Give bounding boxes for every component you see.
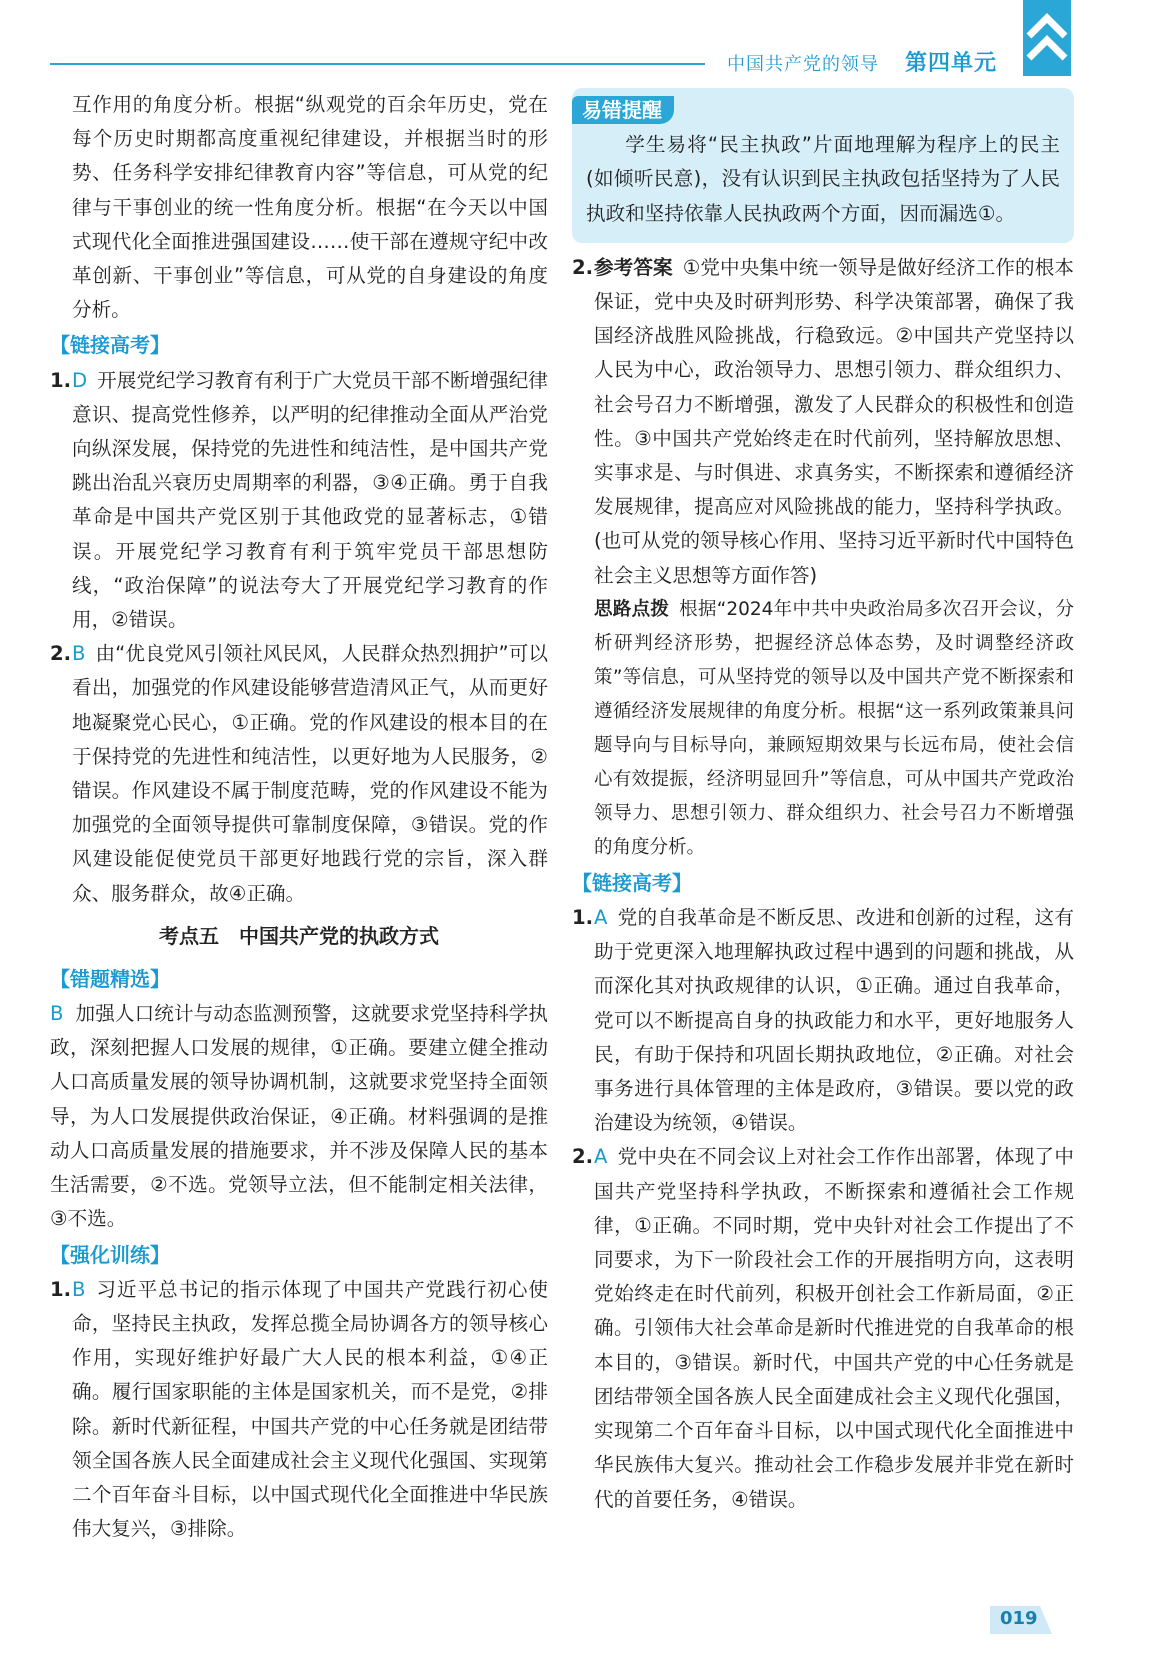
item-text: 习近平总书记的指示体现了中国共产党践行初心使命，坚持民主执政，发挥总揽全局协调各方的领导核心作用，实现好维护好最广大人民的根本利益，①④正确。履行国家职能的主体是国家机关，而不是党，②排除。新时代新征程，中国共产党的中心任务就是团结带领全国各族人民全面建成社会主义现代化强国、实现第二个百年奋斗目标，以中国式现代化全面推进中华民族伟大复兴，③排除。: [72, 1277, 548, 1541]
section-label-qianghua: 【强化训练】: [50, 1242, 170, 1267]
list-item: [572, 1140, 1074, 1516]
section-label-link-gaokao-right: 【链接高考】: [572, 870, 692, 895]
right-column: [572, 88, 1074, 1517]
cuoti-text: 加强人口统计与动态监测预警，这就要求党坚持科学执政，深刻把握人口发展的规律，①正确。要建立健全推动人口高质量发展的领导协调机制，这就要求党坚持全面领导，为人口发展提供政治保证，④正确。材料强调的是推动人口高质量发展的措施要求，并不涉及保障人民的基本生活需要，②不选。党领导立法，但不能制定相关法律，③不选。: [50, 1002, 548, 1231]
item-number: 2.: [572, 1145, 594, 1169]
answer-letter: B: [50, 1002, 64, 1026]
left-column: [50, 88, 548, 1546]
kaodian-heading: [50, 911, 548, 961]
tips-label: 思路点拨: [594, 598, 670, 620]
item-number: 1.: [572, 906, 594, 930]
tips-block: [572, 593, 1074, 865]
cuoti-paragraph: [50, 997, 548, 1236]
item-number: 1.: [50, 368, 72, 392]
item-number: 2.: [50, 642, 72, 666]
header-rule: [50, 63, 705, 65]
warning-title: 易错提醒: [572, 96, 674, 124]
list-item: [572, 901, 1074, 1140]
reference-answer-label: 参考答案: [594, 255, 673, 279]
chevron-up-icon: [1023, 0, 1071, 76]
section-label-cuoti: 【错题精选】: [50, 966, 170, 991]
intro-paragraph: 互作用的角度分析。根据“纵观党的百余年历史，党在每个历史时期都高度重视纪律建设，并根据当时的形势、任务科学安排纪律教育内容”等信息，可从党的纪律与干事创业的统一性角度分析。根据“在今天以中国式现代化全面推进强国建设……使干部在遵规守纪中改革创新、干事创业”等信息，可从党的自身建设的角度分析。: [72, 93, 548, 322]
item-number: 1.: [50, 1277, 72, 1301]
answer-letter: D: [72, 368, 88, 392]
warning-box: [572, 88, 1074, 243]
answer-letter: B: [72, 642, 86, 666]
kaodian-title: 中国共产党的执政方式: [239, 923, 439, 948]
page-number: 019: [1000, 1608, 1038, 1629]
item-text: 党的自我革命是不断反思、改进和创新的过程，这有助于党更深入地理解执政过程中遇到的问题和挑战，从而深化其对执政规律的认识，①正确。通过自我革命，党可以不断提高自身的执政能力和水平，更好地服务人民，有助于保持和巩固长期执政地位，②正确。对社会事务进行具体管理的主体是政府，③错误。要以党的政治建设为统领，④错误。: [594, 906, 1074, 1135]
list-item: [50, 364, 548, 638]
item-text: 开展党纪学习教育有利于广大党员干部不断增强纪律意识、提高党性修养，以严明的纪律推动全面从严治党向纵深发展，保持党的先进性和纯洁性，是中国共产党跳出治乱兴衰历史周期率的利器，③④正确。勇于自我革命是中国共产党区别于其他政党的显著标志，①错误。开展党纪学习教育有利于筑牢党员干部思想防线，“政治保障”的说法夸大了开展党纪学习教育的作用，②错误。: [72, 368, 548, 632]
kaodian-label: 考点五: [159, 923, 219, 948]
item-text: 党中央在不同会议上对社会工作作出部署，体现了中国共产党坚持科学执政，不断探索和遵循社会工作规律，①正确。不同时期，党中央针对社会工作提出了不同要求，为下一阶段社会工作的开展指明方向，这表明党始终走在时代前列，积极开创社会工作新局面，②正确。引领伟大社会革命是新时代推进党的自我革命的根本目的，③错误。新时代，中国共产党的中心任务就是团结带领全国各族人民全面建成社会主义现代化强国，实现第二个百年奋斗目标，以中国式现代化全面推进中华民族伟大复兴。推动社会工作稳步发展并非党在新时代的首要任务，④错误。: [594, 1145, 1074, 1511]
item-number: 2.: [572, 255, 594, 279]
tips-text: 根据“2024年中共中央政治局多次召开会议，分析研判经济形势，把握经济总体态势，及时调整经济政策”等信息，可从坚持党的领导以及中国共产党不断探索和遵循经济发展规律的角度分析。根据“这一系列政策兼具问题导向与目标导向，兼顾短期效果与长远布局，使社会信心有效提振，经济明显回升”等信息，可从中国共产党政治领导力、思想引领力、群众组织力、社会号召力不断增强的角度分析。: [594, 598, 1074, 858]
answer-item: [572, 251, 1074, 593]
header-unit-title: 第四单元: [905, 51, 998, 76]
list-item: [50, 1273, 548, 1547]
item-text: 由“优良党风引领社风民风，人民群众热烈拥护”可以看出，加强党的作风建设能够营造清风正气，从而更好地凝聚党心民心，①正确。党的作风建设的根本目的在于保持党的先进性和纯洁性，以更好地为人民服务，②错误。作风建设不属于制度范畴，党的作风建设不能为加强党的全面领导提供可靠制度保障，③错误。党的作风建设能促使党员干部更好地践行党的宗旨，深入群众、服务群众，故④正确。: [72, 642, 548, 905]
section-label-link-gaokao: 【链接高考】: [50, 333, 170, 358]
answer-letter: A: [594, 1145, 608, 1169]
warning-text: 学生易将“民主执政”片面地理解为程序上的民主(如倾听民意)，没有认识到民主执政包括坚持为了人民执政和坚持依靠人民执政两个方面，因而漏选①。: [586, 133, 1060, 225]
list-item: [50, 637, 548, 911]
header-subtitle: 中国共产党的领导: [727, 54, 879, 75]
answer-letter: A: [594, 906, 608, 930]
page-number-badge: [990, 1606, 1052, 1634]
answer-letter: B: [72, 1277, 86, 1301]
reference-answer-text: ①党中央集中统一领导是做好经济工作的根本保证，党中央及时研判形势、科学决策部署，确保了我国经济战胜风险挑战，行稳致远。②中国共产党坚持以人民为中心，政治领导力、思想引领力、群众组织力、社会号召力不断增强，激发了人民群众的积极性和创造性。③中国共产党始终走在时代前列，坚持解放思想、实事求是、与时俱进、求真务实，不断探索和遵循经济发展规律，提高应对风险挑战的能力，坚持科学执政。(也可从党的领导核心作用、坚持习近平新时代中国特色社会主义思想等方面作答): [594, 255, 1074, 587]
